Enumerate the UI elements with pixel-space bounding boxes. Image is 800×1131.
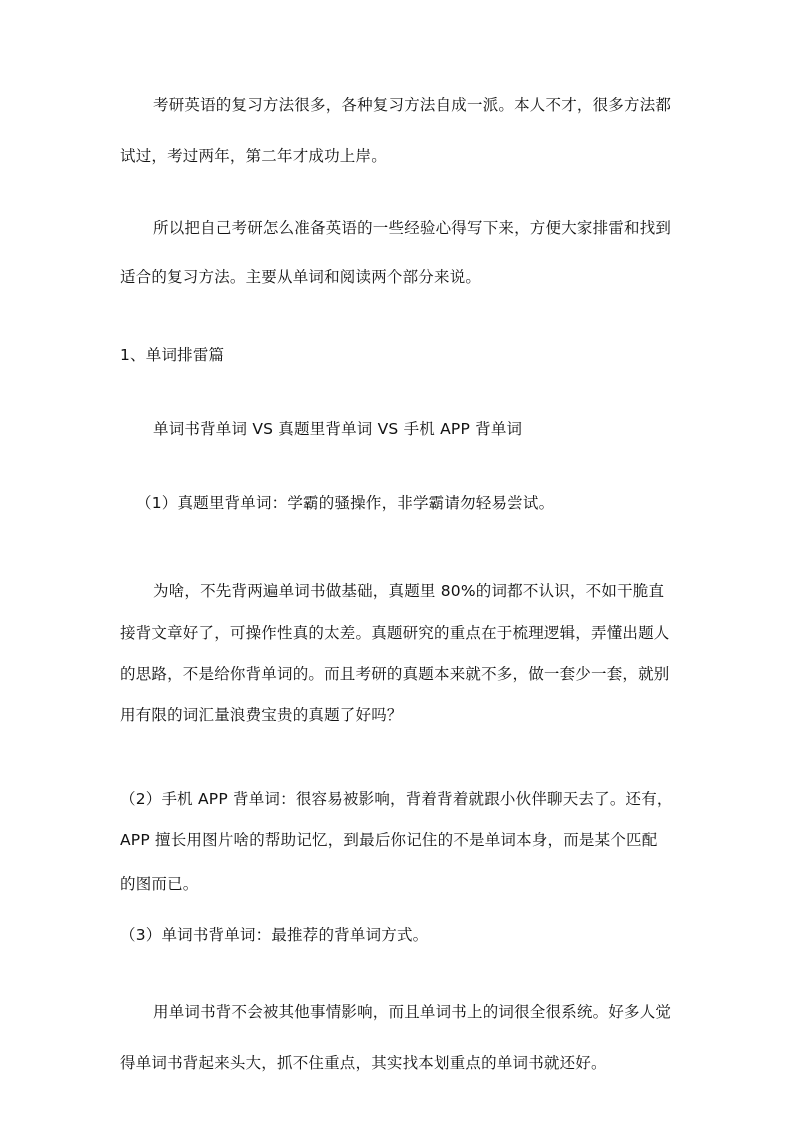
- section-heading: 1、单词排雷篇: [120, 346, 225, 364]
- item-2-line-1: （2）手机 APP 背单词：很容易被影响，背着背着就跟小伙伴聊天去了。还有，: [120, 790, 673, 808]
- item-1-body-line-3: 的思路，不是给你背单词的。而且考研的真题本来就不多，做一套少一套，就别: [120, 665, 670, 683]
- item-3-heading: （3）单词书背单词：最推荐的背单词方式。: [120, 926, 429, 944]
- comparison-line: 单词书背单词 VS 真题里背单词 VS 手机 APP 背单词: [153, 420, 523, 438]
- item-3-body-line-2: 得单词书背起来头大，抓不住重点，其实找本划重点的单词书就还好。: [120, 1054, 607, 1072]
- item-1-body-line-4: 用有限的词汇量浪费宝贵的真题了好吗？: [120, 706, 403, 724]
- paragraph-2-line-2: 适合的复习方法。主要从单词和阅读两个部分来说。: [120, 268, 482, 286]
- item-3-body-line-1: 用单词书背不会被其他事情影响，而且单词书上的词很全很系统。好多人觉: [153, 1003, 672, 1021]
- paragraph-2-line-1: 所以把自己考研怎么准备英语的一些经验心得写下来，方便大家排雷和找到: [153, 219, 672, 237]
- item-1-body-line-1: 为啥，不先背两遍单词书做基础，真题里 80%的词都不认识，不如干脆直: [153, 582, 665, 600]
- paragraph-1-line-2: 试过，考过两年，第二年才成功上岸。: [120, 147, 387, 165]
- item-1-body-line-2: 接背文章好了，可操作性真的太差。真题研究的重点在于梳理逻辑，弄懂出题人: [120, 624, 670, 642]
- item-1-heading: （1）真题里背单词：学霸的骚操作，非学霸请勿轻易尝试。: [136, 494, 555, 512]
- item-2-line-3: 的图而已。: [120, 875, 199, 893]
- item-2-line-2: APP 擅长用图片啥的帮助记忆，到最后你记住的不是单词本身，而是某个匹配: [120, 831, 658, 849]
- paragraph-1-line-1: 考研英语的复习方法很多，各种复习方法自成一派。本人不才，很多方法都: [153, 96, 672, 114]
